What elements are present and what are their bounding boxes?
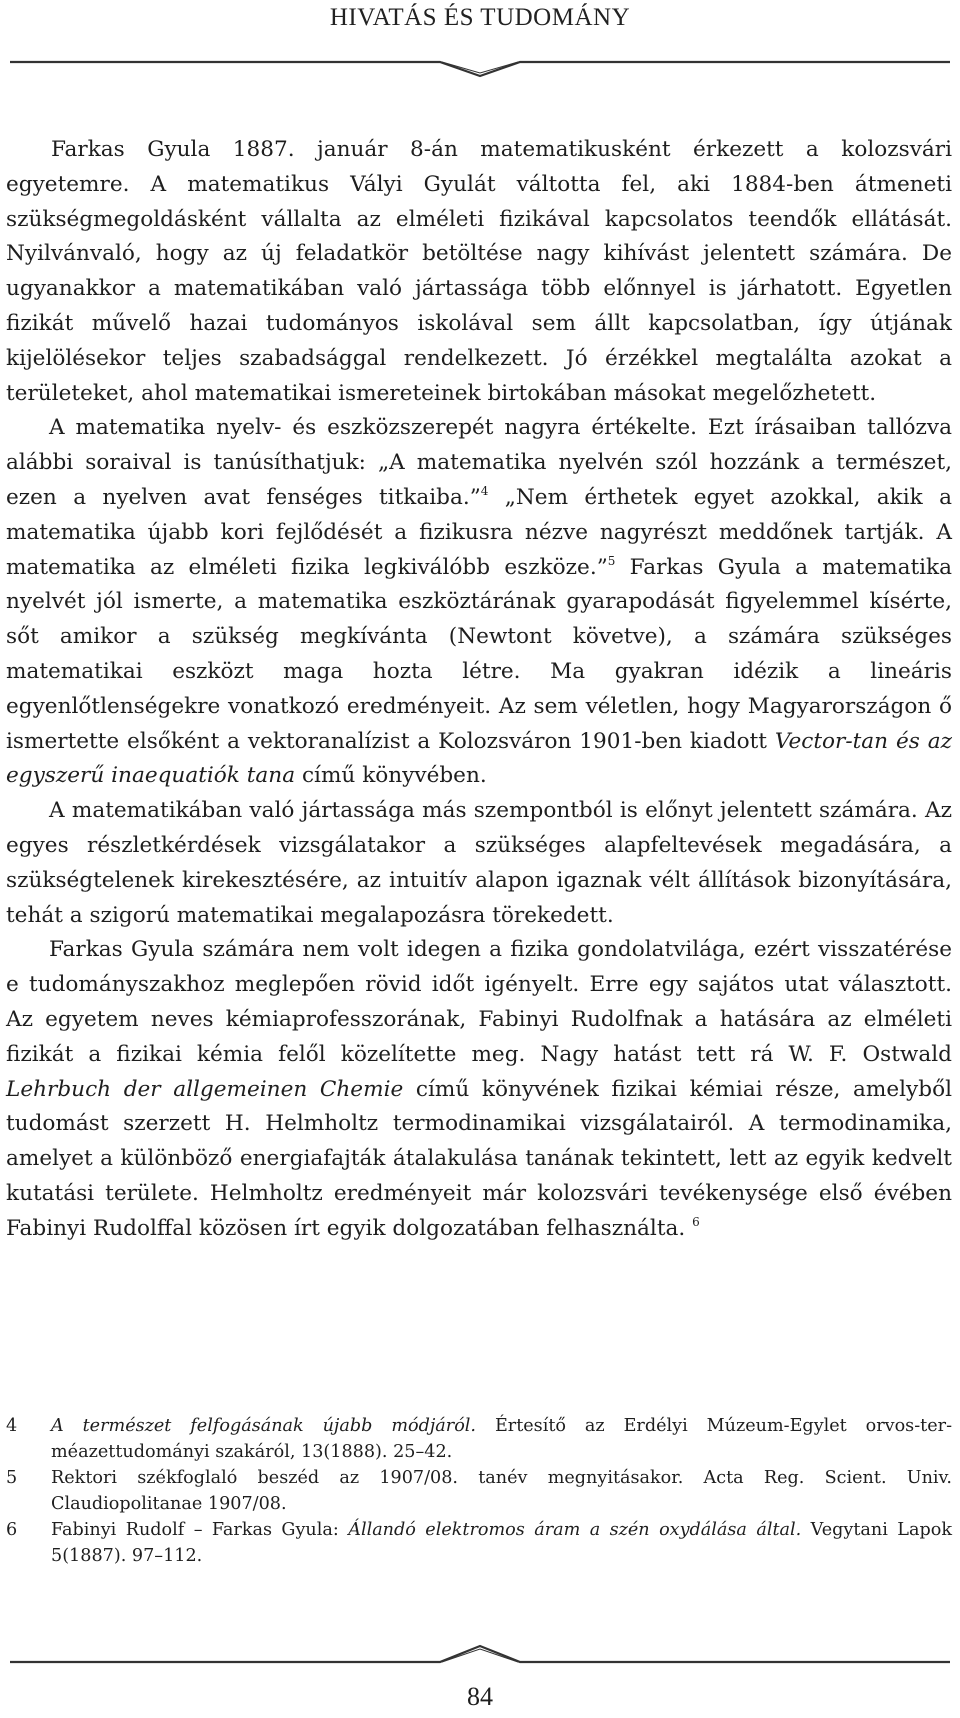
- footnote-item: 4 A természet felfogásának újabb módjáról. Értesítő az Erdélyi Múzeum-Egylet orvos-terméazettudományi szakáról, 13(1888). 25–42.: [6, 1416, 953, 1462]
- paragraph: Farkas Gyula 1887. január 8-án matematikusként érkezett a kolozsvári egyetemre. A matematikus Vályi Gyulát váltotta fel, aki 1884-ben átmeneti szükségmegoldásként vállalta az elméleti fizikával kapcsolatos teendők ellátását. Nyilvánvaló, hogy az új feladatkör betöltése nagy kihívást jelentett számára. De ugyanakkor a matematikában való jártassága több előnnyel is járhatott. Egyetlen fizikát művelő hazai tudományos iskolával sem állt kapcsolatban, így útjának kijelölésekor teljes szabadsággal rendelkezett. Jó érzékkel megtalálta azokat a területeket, ahol matematikai ismereteinek birtokában másokat megelőzhetett.: [6, 137, 952, 406]
- footnote-number: 5: [6, 1468, 18, 1488]
- article-body: [6, 133, 952, 1247]
- footnote-ref: 4: [480, 483, 489, 498]
- book-title: Lehrbuch der allgemeinen Chemie: [6, 1076, 404, 1102]
- footnote-number: 6: [6, 1520, 18, 1540]
- paragraph: A matematika nyelv- és eszközszerepét nagyra értékelte. Ezt írásaiban tallózva alábbi soraival is tanúsíthatjuk: „A matematika nyelvén szól hozzánk a természet, ezen a nyelven avat fenséges titkaiba.”$^4$ „Nem érthetek egyet azokkal, akik a matematika újabb kori fejlődését a fizikusra nézve nagyrészt meddőnek tartják. A matematika az elméleti fizika legkiválóbb eszköze.”$^5$ Farkas Gyula a matematika nyelvét jól ismerte, a matematika eszköztárának gyarapodását figyelemmel kísérte, sőt amikor a szükség megkívánta (Newtont követve), a számára szükséges matematikai eszközt maga hozta létre. Ma gyakran idézik a lineáris egyenlőtlenségekre vonatkozó eredményeit. Az sem véletlen, hogy Magyarországon ő ismertette elsőként a vektoranalízist a Kolozsváron 1901-ben kiadott Vector-tan és az egyszerű inaequatiók tana című könyvében.: [6, 415, 952, 789]
- footnote-item: 6 Fabinyi Rudolf – Farkas Gyula: Állandó elektromos áram a szén oxydálása által. Vegytani Lapok 5(1887). 97–112.: [6, 1520, 952, 1566]
- footer-ornament-rule: [0, 1638, 960, 1668]
- footnote-item: 5 Rektori székfoglaló beszéd az 1907/08. tanév megnyitásakor. Acta Reg. Scient. Univ. Claudiopolitanae 1907/08.: [6, 1468, 952, 1514]
- running-header-title: HIVATÁS ÉS TUDOMÁNY: [329, 4, 631, 31]
- footnote-number: 4: [6, 1416, 18, 1436]
- paragraph: A matematikában való jártassága más szempontból is előnyt jelentett számára. Az egyes részletkérdések vizsgálatakor a szükséges alapfeltevések megadására, a szükségtelenek kirekesztésére, az intuitív alapon igaznak vélt állítások bizonyítására, tehát a szigorú matematikai megalapozásra törekedett.: [6, 798, 952, 928]
- header-ornament-rule: [0, 56, 960, 86]
- footnote-ref: 5: [607, 553, 616, 568]
- page-number: 84: [467, 1682, 493, 1711]
- paragraph: Farkas Gyula számára nem volt idegen a fizika gondolatvilága, ezért visszatérése e tudományszakhoz meglepően rövid időt igényelt. Erre egy sajátos utat választott. Az egyetem neves kémiaprofesszorának, Fabinyi Rudolfnak a hatására az elméleti fizikát a fizikai kémia felől közelítette meg. Nagy hatást tett rá W. F. Ostwald Lehrbuch der allgemeinen Chemie című könyvének fizikai kémiai része, amelyből tudomást szerzett H. Helmholtz termodinamikai vizsgálatairól. A termodinamika, amelyet a különböző energiafajták átalakulása tanának tekintett, lett az egyik kedvelt kutatási területe. Helmholtz eredményeit már kolozsvári tevékenysége első évében Fabinyi Rudolffal közösen írt egyik dolgozatában felhasználta. $^6$: [6, 937, 952, 1241]
- book-title: Vector-tan és az egyszerű inaequatiók tana: [6, 728, 952, 789]
- footnotes: [6, 1414, 952, 1570]
- footnote-ref: 6: [692, 1214, 700, 1229]
